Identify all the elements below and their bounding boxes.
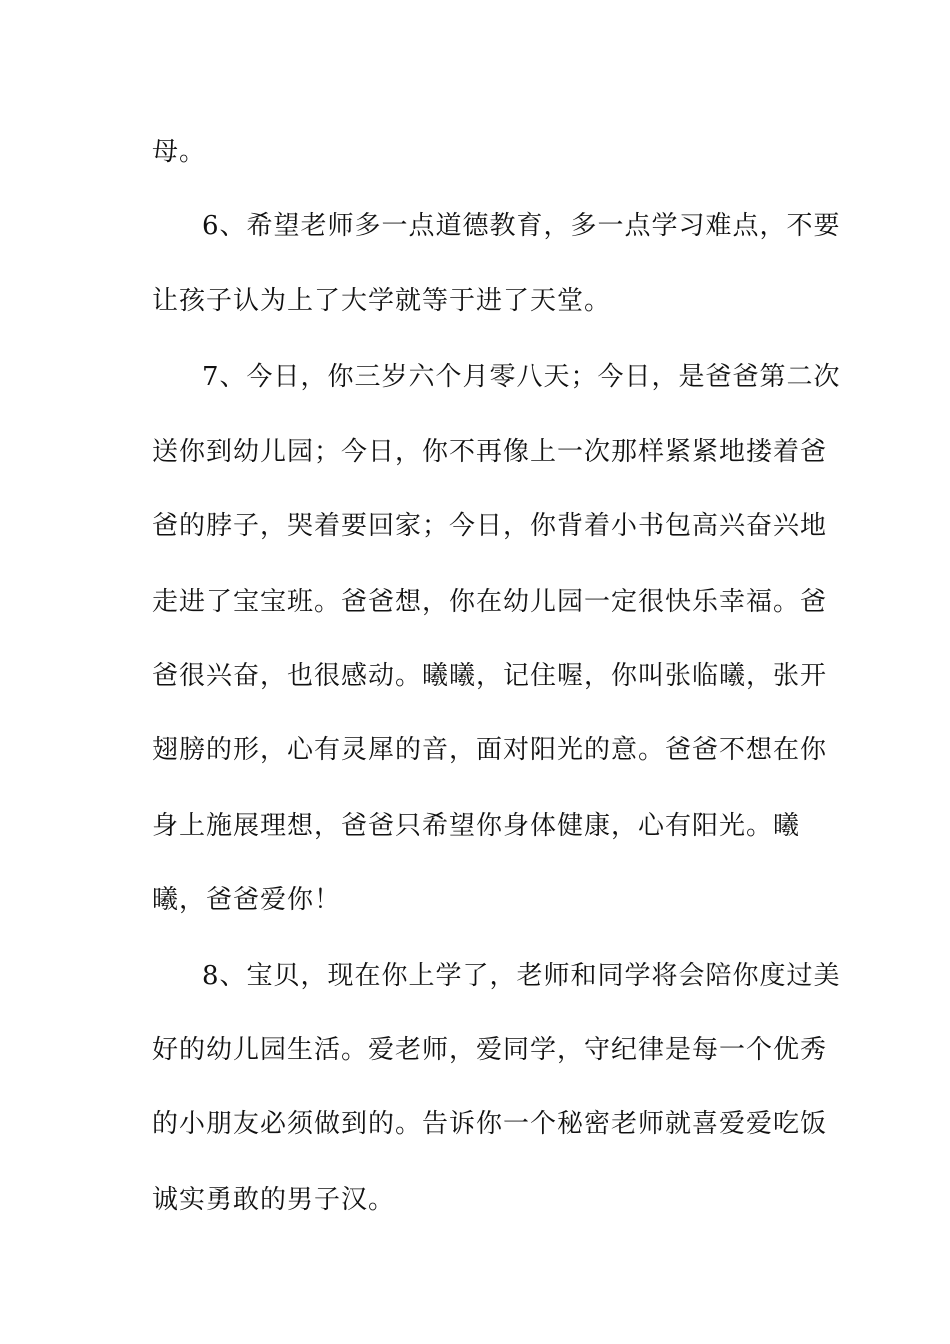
text-line: 母。	[152, 137, 207, 167]
text-line: 爸很兴奋，也很感动。曦曦，记住喔，你叫张临曦，张开	[152, 661, 828, 691]
text-line: 8、宝贝，现在你上学了，老师和同学将会陪你度过美	[202, 961, 841, 991]
text-line: 6、希望老师多一点道德教育，多一点学习难点，不要	[202, 211, 841, 241]
text-line: 曦，爸爸爱你！	[152, 885, 342, 915]
text-line: 爸的脖子，哭着要回家；今日，你背着小书包高兴奋兴地	[152, 511, 828, 541]
text-line: 的小朋友必须做到的。告诉你一个秘密老师就喜爱爱吃饭	[152, 1109, 828, 1139]
text-line: 翅膀的形，心有灵犀的音，面对阳光的意。爸爸不想在你	[152, 735, 828, 765]
text-line: 好的幼儿园生活。爱老师，爱同学，守纪律是每一个优秀	[152, 1035, 828, 1065]
text-line: 送你到幼儿园；今日，你不再像上一次那样紧紧地搂着爸	[152, 437, 828, 467]
text-line: 诚实勇敢的男子汉。	[152, 1185, 396, 1215]
text-line: 让孩子认为上了大学就等于进了天堂。	[152, 286, 612, 316]
text-line: 7、今日，你三岁六个月零八天；今日，是爸爸第二次	[202, 362, 841, 392]
text-line: 走进了宝宝班。爸爸想，你在幼儿园一定很快乐幸福。爸	[152, 587, 828, 617]
text-line: 身上施展理想，爸爸只希望你身体健康，心有阳光。曦	[152, 811, 801, 841]
